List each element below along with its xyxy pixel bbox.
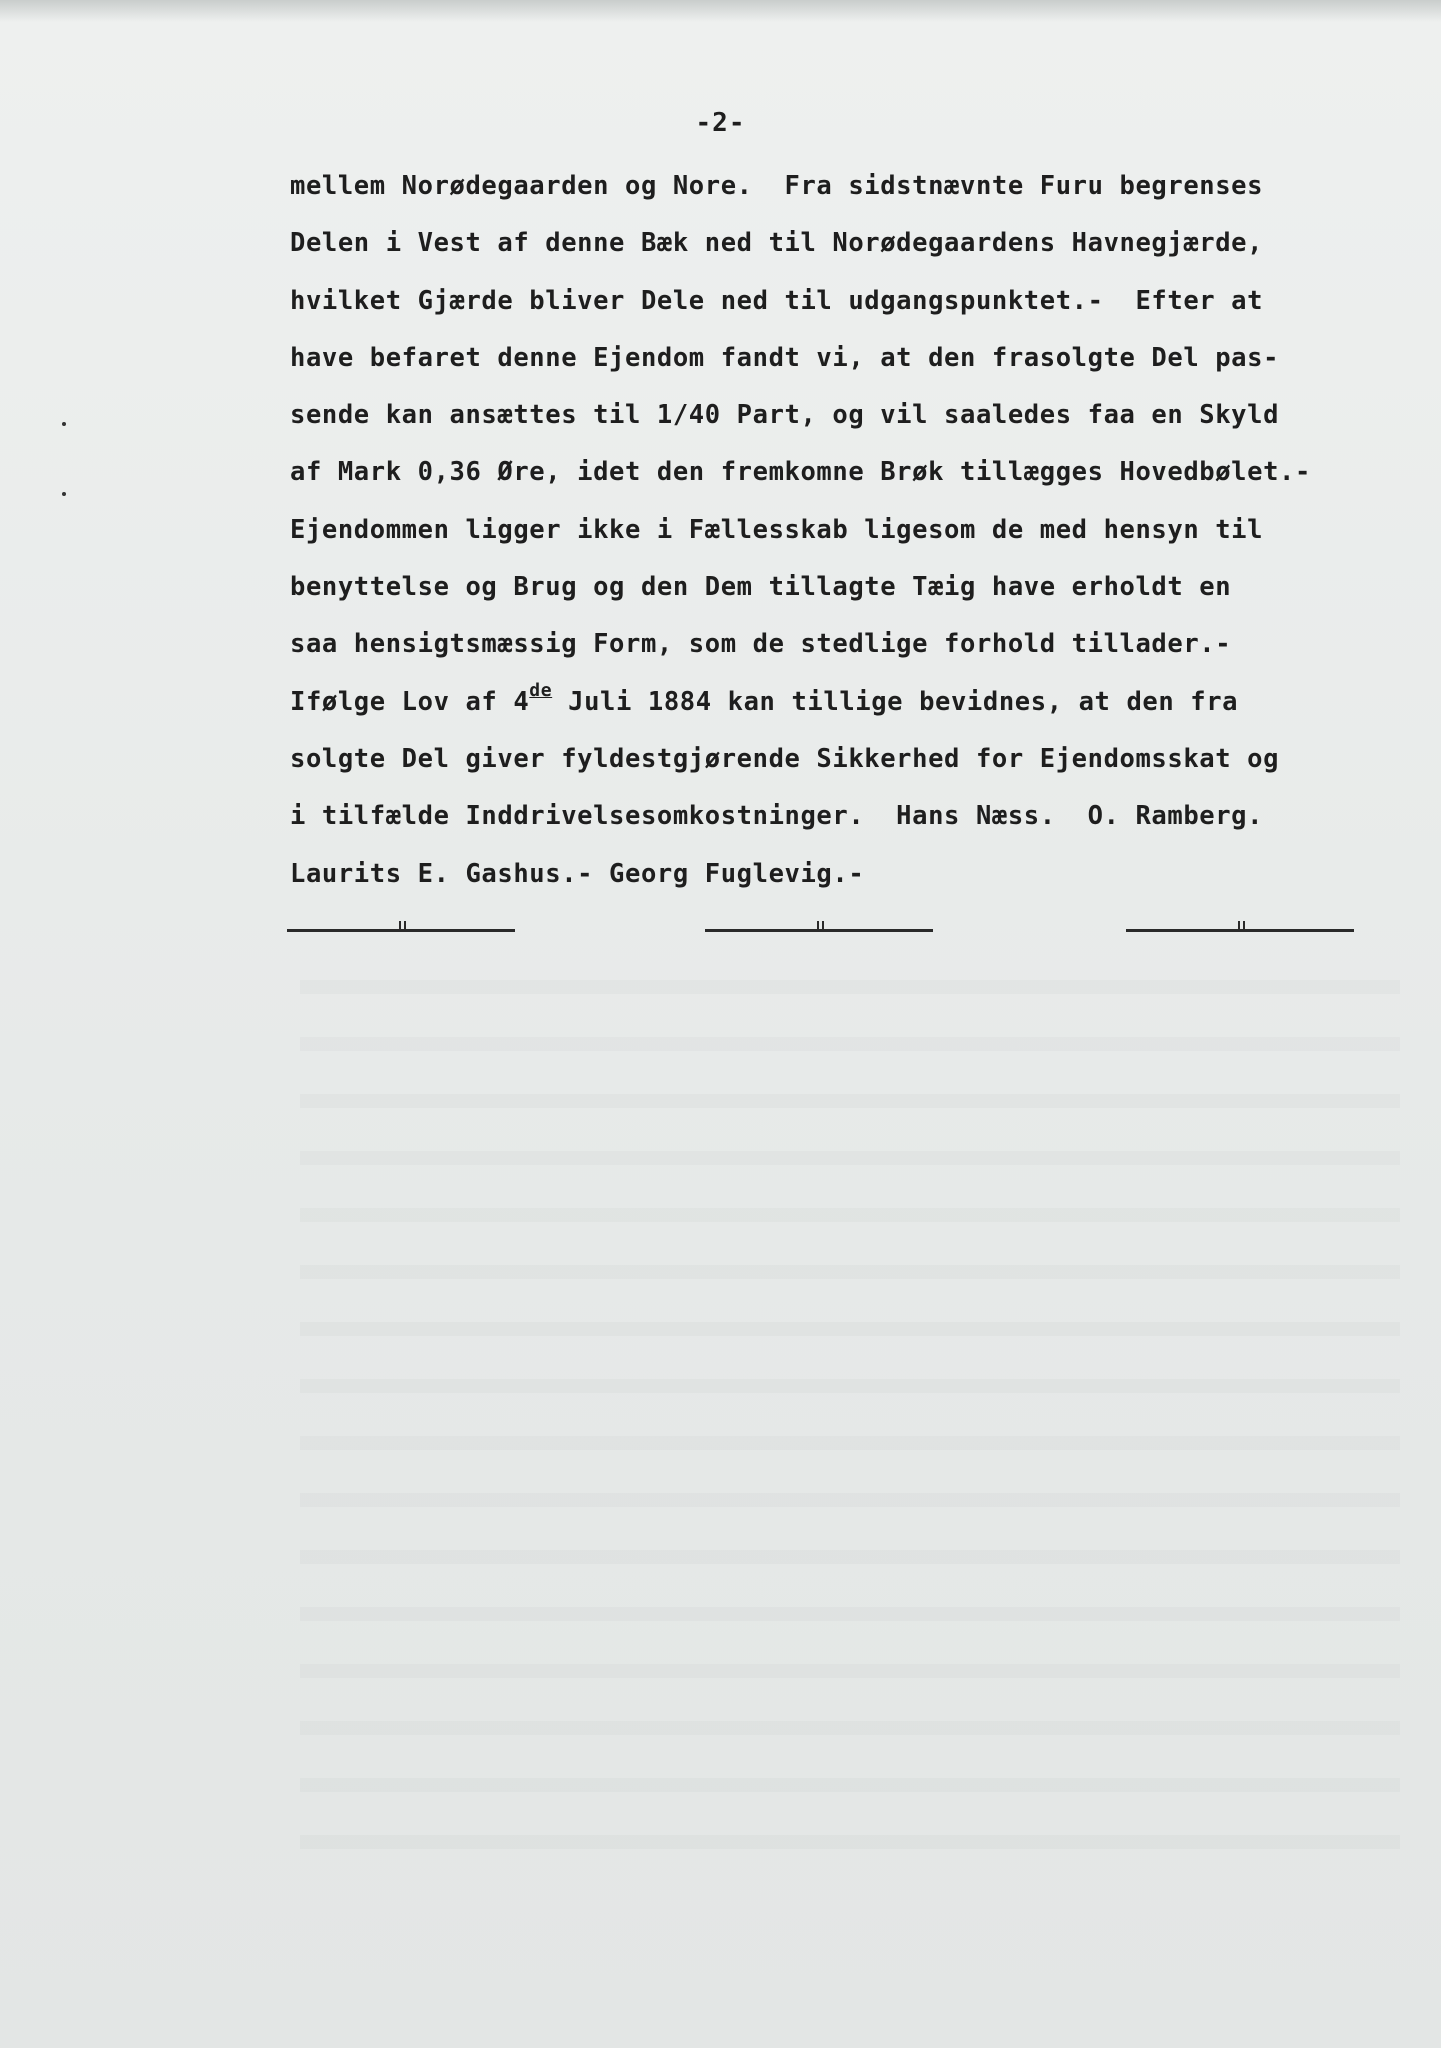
margin-mark — [62, 422, 66, 426]
date-line-prefix: Ifølge Lov af 4 — [290, 686, 530, 717]
text-line: hvilket Gjærde bliver Dele ned til udgangspunktet.- Efter at — [290, 285, 1264, 316]
text-line: Delen i Vest af denne Bæk ned til Norødegaardens Havnegjærde, — [290, 228, 1264, 259]
rule-tick — [1243, 921, 1245, 929]
text-line: sende kan ansættes til 1/40 Part, og vil saaledes faa en Skyld — [290, 400, 1280, 431]
text-line: benyttelse og Brug og den Dem tillagte Tæig have erholdt en — [290, 572, 1232, 603]
text-line: saa hensigtsmæssig Form, som de stedlige forhold tillader.- — [290, 629, 1232, 660]
body-text — [290, 158, 1410, 903]
rule-tick — [404, 921, 406, 929]
closing-rule-center — [705, 929, 933, 932]
page-number: -2- — [695, 108, 746, 138]
rule-tick — [1238, 921, 1240, 929]
text-line: mellem Norødegaarden og Nore. Fra sidstnævnte Furu begrenses — [290, 171, 1264, 201]
closing-rule-right — [1126, 929, 1354, 932]
rule-tick — [822, 921, 824, 929]
text-line: Laurits E. Gashus.- Georg Fuglevig.- — [290, 858, 865, 889]
rule-tick — [399, 921, 401, 929]
bleed-through-texture — [300, 980, 1400, 1880]
date-line — [290, 674, 1410, 731]
text-line: af Mark 0,36 Øre, idet den fremkomne Brøk tillægges Hovedbølet.- — [290, 457, 1311, 488]
text-line: solgte Del giver fyldestgjørende Sikkerhed for Ejendomsskat og — [290, 743, 1280, 774]
date-superscript: de — [529, 679, 553, 701]
date-line-suffix: Juli 1884 kan tillige bevidnes, at den fra — [552, 686, 1239, 717]
scan-edge-shadow — [0, 0, 1441, 22]
text-line: have befaret denne Ejendom fandt vi, at den frasolgte Del pas- — [290, 342, 1280, 373]
rule-tick — [817, 921, 819, 929]
closing-rule-left — [287, 929, 515, 932]
margin-mark — [62, 492, 66, 496]
text-line: i tilfælde Inddrivelsesomkostninger. Hans Næss. O. Ramberg. — [290, 801, 1264, 832]
text-line: Ejendommen ligger ikke i Fællesskab ligesom de med hensyn til — [290, 514, 1264, 545]
